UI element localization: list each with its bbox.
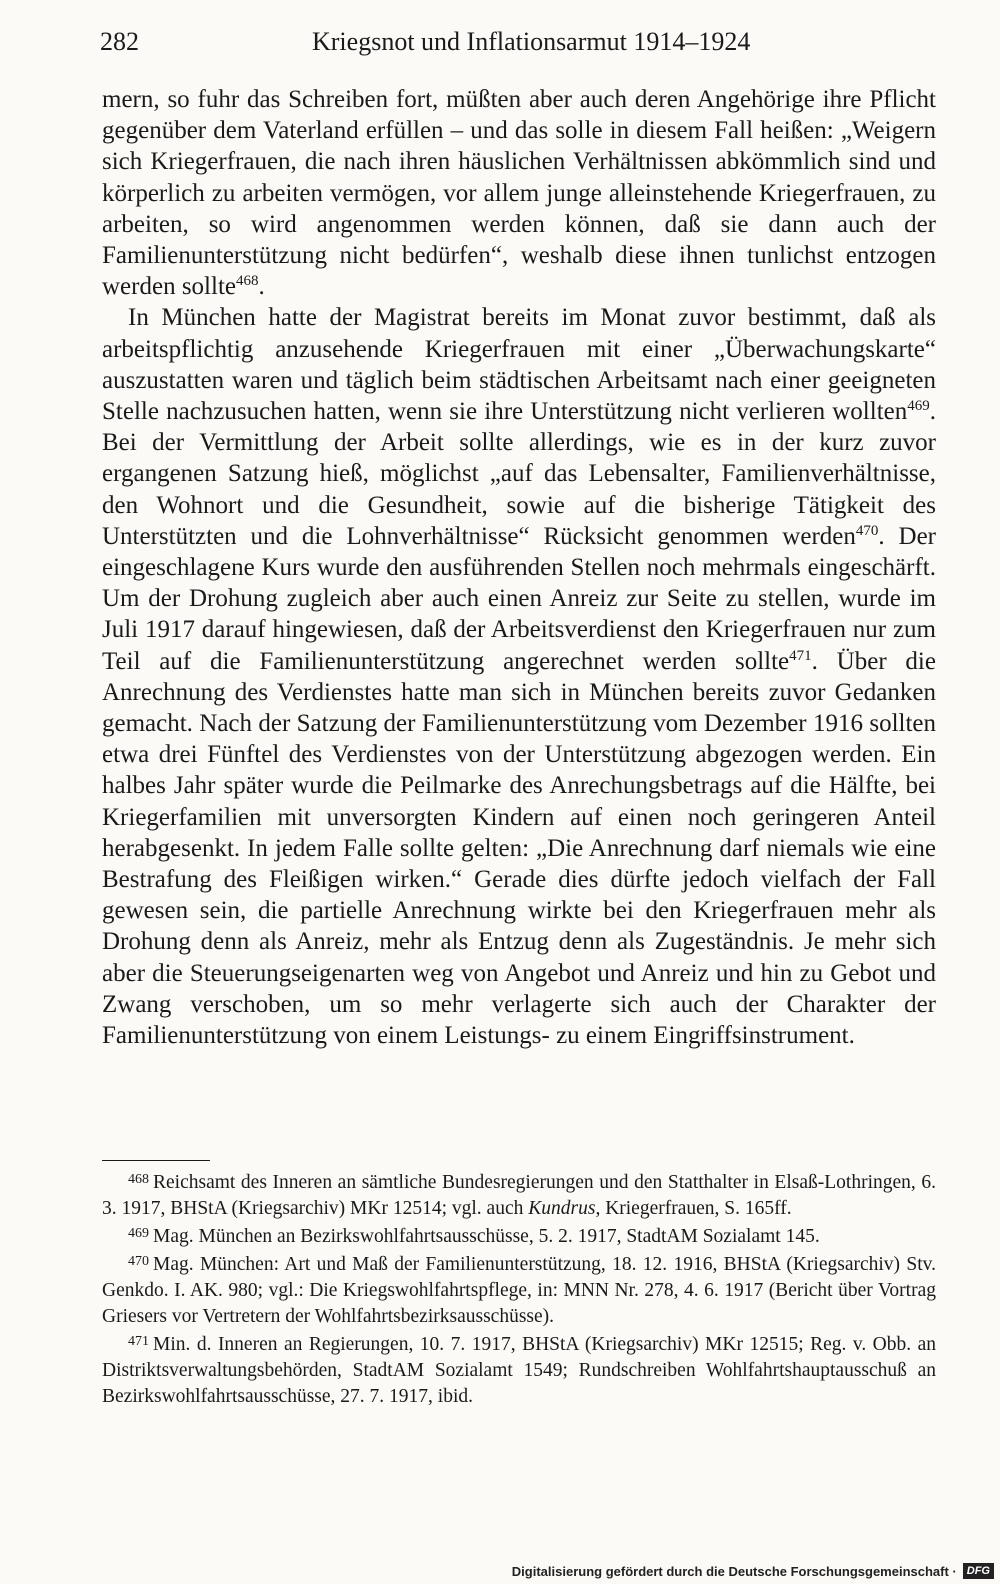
page-number: 282 <box>100 27 139 56</box>
digitization-note: Digitalisierung gefördert durch die Deutsche Forschungsgemeinschaft · <box>511 1563 957 1579</box>
footnote-author: Kundrus <box>528 1198 596 1219</box>
footnote-471 <box>102 1332 936 1410</box>
digitization-footer <box>512 1560 994 1582</box>
footnote-divider <box>102 1160 210 1161</box>
footnote-text: , Kriegerfrauen, S. 165ff. <box>595 1198 792 1219</box>
footnote-number: 471 <box>128 1334 149 1349</box>
footnote-number: 469 <box>128 1226 149 1241</box>
dfg-logo: DFG <box>963 1563 994 1579</box>
footnote-469 <box>102 1224 936 1250</box>
paragraph-text: . <box>258 273 265 301</box>
paragraph-text: mern, so fuhr das Schreiben fort, müßten aber auch deren Angehörige ihre Pflicht gegenüber dem Vaterland erfüllen – und das solle in diesem Fall heißen: „Weigern sich Kriegerfrauen, die nach ihren häuslichen Verhältnissen abkömmlich sind und körperlich zu arbeiten vermögen, vor allem junge alleinstehende Kriegerfrauen, zu arbeiten, so wird angenommen werden können, daß sie dann auch der Familienunterstützung nicht bedürfen“, weshalb diese ihnen tunlichst entzogen werden sollte <box>102 86 936 301</box>
footnote-text: Mag. München: Art und Maß der Familienunterstützung, 18. 12. 1916, BHStA (Kriegsarchiv) Stv. Genkdo. I. AK. 980; vgl.: Die Kriegswohlfahrtspflege, in: MNN Nr. 278, 4. 6. 1917 (Bericht über Vortrag Griesers vor Vertretern der Wohlfahrtsbezirksausschüsse). <box>102 1254 936 1327</box>
paragraph-text: . Der eingeschlagene Kurs wurde den ausführenden Stellen noch mehrmals eingeschärft. Um der Drohung zugleich aber auch einen Anreiz zur Seite zu stellen, wurde im Juli 1917 darauf hingewiesen, daß der Arbeitsverdienst den Kriegerfrauen nur zum Teil auf die Familienunterstützung angerechnet werden sollte <box>102 522 936 675</box>
footnote-468 <box>102 1170 936 1222</box>
running-title: Kriegsnot und Inflationsarmut 1914–1924 <box>312 27 751 56</box>
paragraph-text: . Über die Anrechnung des Verdienstes hatte man sich in München bereits zuvor Gedanken gemacht. Nach der Satzung der Familienunterstützung vom Dezember 1916 sollten etwa drei Fünftel des Verdienstes von der Unterstützung abgezogen werden. Ein halbes Jahr später wurde die Peilmarke des Anrechungsbetrags auf die Hälfte, bei Kriegerfamilien mit unversorgten Kindern auf einen noch geringeren Anteil herabgesenkt. In jedem Falle sollte gelten: „Die Anrechnung darf niemals wie eine Bestrafung des Fleißigen wirken.“ Gerade dies dürfte jedoch vielfach der Fall gewesen sein, die partielle Anrechnung wirkte bei den Kriegerfrauen mehr als Drohung denn als Anreiz, mehr als Entzug denn als Zugeständnis. Je mehr sich aber die Steuerungseigenarten weg von Angebot und Anreiz und hin zu Gebot und Zwang verschoben, um so mehr verlagerte sich auch der Charakter der Familienunterstützung von einem Leistungs- zu einem Eingriffsinstrument. <box>102 647 936 1050</box>
paragraph-2 <box>102 302 936 1051</box>
paragraph-1 <box>102 84 936 302</box>
footnote-text: Min. d. Inneren an Regierungen, 10. 7. 1917, BHStA (Kriegsarchiv) MKr 12515; Reg. v. Obb. an Distriktsverwaltungsbehörden, StadtAM Sozialamt 1549; Rundschreiben Wohlfahrtshauptausschuß an Bezirkswohlfahrtsausschüsse, 27. 7. 1917, ibid. <box>102 1334 936 1407</box>
footnote-ref: 471 <box>789 647 812 664</box>
footnote-ref: 469 <box>907 398 930 415</box>
footnote-number: 470 <box>128 1254 149 1269</box>
footnote-number: 468 <box>128 1172 149 1187</box>
footnote-text: Mag. München an Bezirkswohlfahrtsausschüsse, 5. 2. 1917, StadtAM Sozialamt 145. <box>153 1226 820 1247</box>
body-text <box>102 84 936 1051</box>
footnote-ref: 470 <box>855 522 879 539</box>
footnote-ref: 468 <box>235 273 259 290</box>
paragraph-text: . Bei der Vermittlung der Arbeit sollte allerdings, wie es in der kurz zuvor ergangenen Satzung hieß, möglichst „auf das Lebensalter, Familienverhältnisse, den Wohnort und die Gesundheit, sowie auf die bisherige Tätigkeit des Unterstützten und die Lohnverhältnisse“ Rücksicht genommen werden <box>102 398 936 550</box>
paragraph-text: In München hatte der Magistrat bereits im Monat zuvor bestimmt, daß als arbeitspflichtig anzusehende Kriegerfrauen mit einer „Überwachungskarte“ auszustatten waren und täglich beim städtischen Arbeitsamt nach einer geeigneten Stelle nachzusuchen hatten, wenn sie ihre Unterstützung nicht verlieren wollten <box>102 304 936 426</box>
footnotes <box>102 1170 936 1412</box>
page-header <box>100 22 934 62</box>
footnote-470 <box>102 1252 936 1330</box>
footnote-text: Reichsamt des Inneren an sämtliche Bundesregierungen und den Statthalter in Elsaß-Lothringen, 6. 3. 1917, BHStA (Kriegsarchiv) MKr 12514; vgl. auch <box>102 1172 936 1219</box>
